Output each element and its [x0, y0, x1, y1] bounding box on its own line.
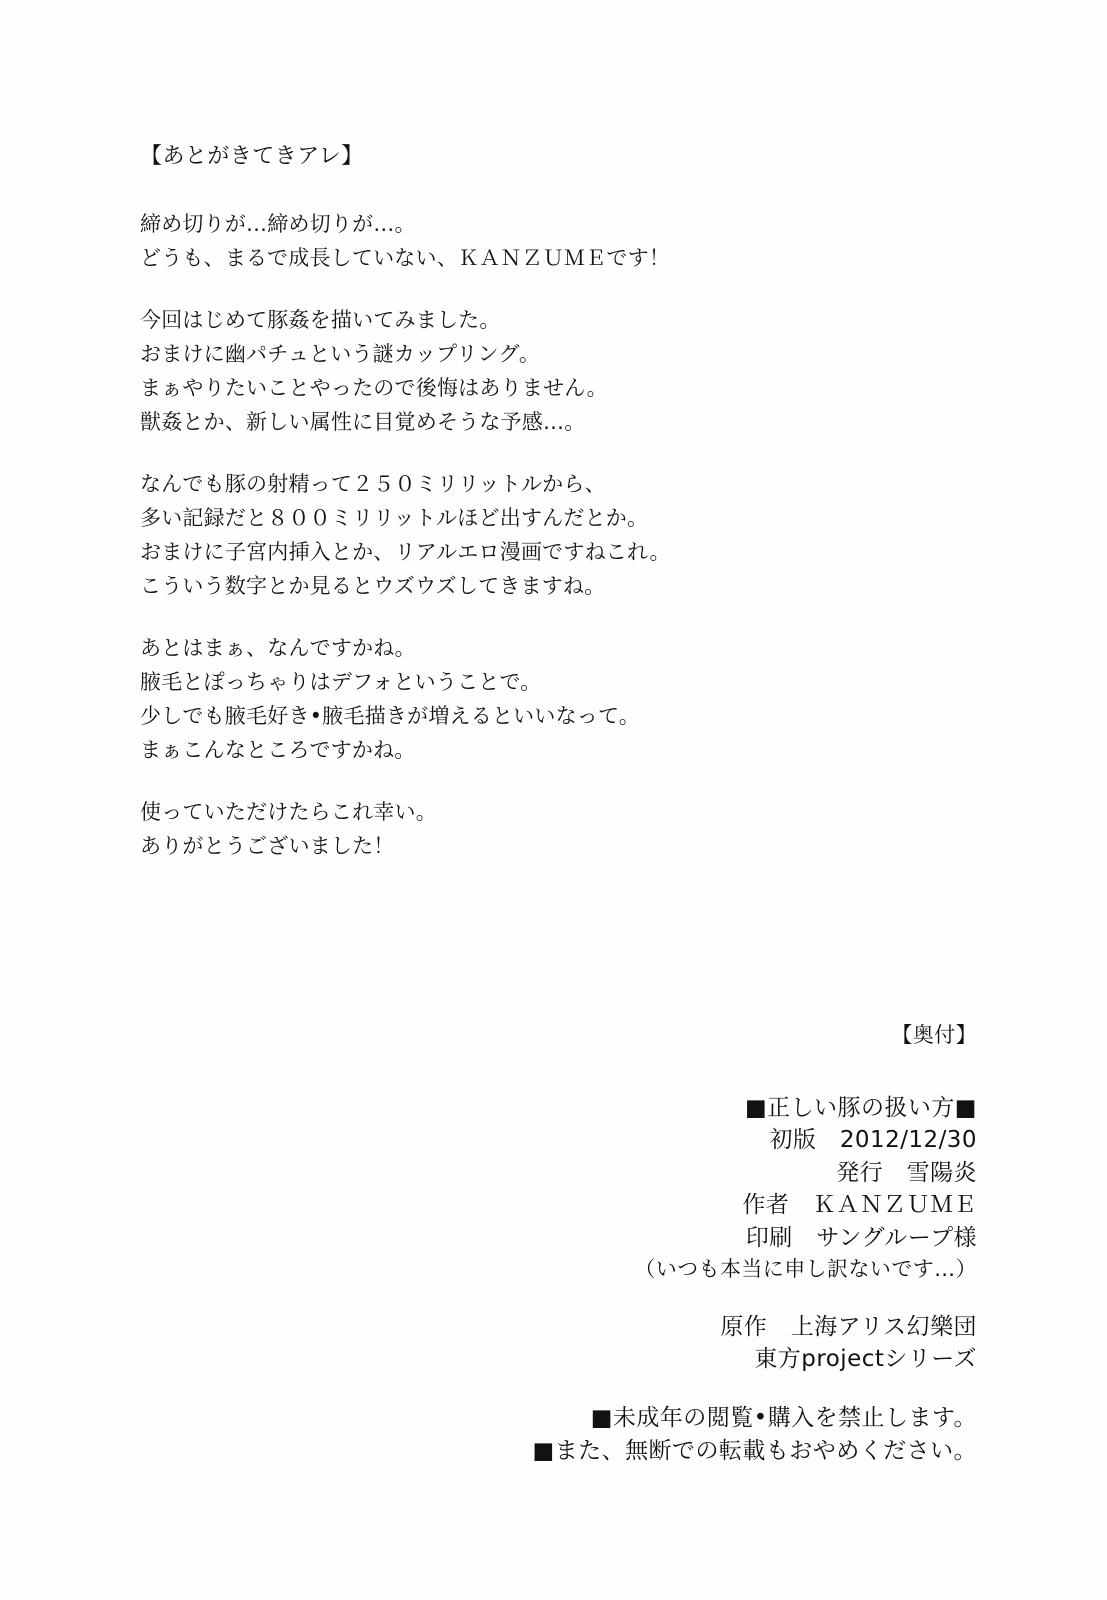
afterword-line: 獣姦とか、新しい属性に目覚めそうな予感…。	[140, 410, 586, 435]
afterword-line: まぁこんなところですかね。	[140, 738, 416, 763]
colophon-notices	[137, 1402, 977, 1467]
afterword-paragraph-4	[140, 631, 900, 767]
afterword-paragraph-3	[140, 467, 900, 603]
afterword-line: まぁやりたいことやったので後悔はありません。	[140, 376, 608, 401]
notice-minors: ■未成年の閲覧•購入を禁止します。	[590, 1404, 977, 1431]
printer-line: 印刷 サングループ様	[745, 1225, 977, 1252]
afterword-line: 今回はじめて豚姦を描いてみました。	[140, 308, 501, 333]
edition-line: 初版 2012/12/30	[769, 1127, 977, 1154]
afterword-section	[140, 140, 900, 863]
colophon-original	[137, 1311, 977, 1376]
colophon-section	[137, 1020, 977, 1467]
afterword-line: こういう数字とか見るとウズウズしてきますね。	[140, 574, 606, 599]
afterword-line: ありがとうございました！	[140, 834, 395, 859]
afterword-line: 締め切りが…締め切りが…。	[140, 212, 416, 236]
series-line: 東方projectシリーズ	[754, 1346, 977, 1373]
afterword-paragraph-5	[140, 795, 900, 863]
afterword-line: 腋毛とぽっちゃりはデフォということで。	[140, 670, 542, 695]
afterword-paragraph-2	[140, 303, 900, 439]
afterword-line: 少しでも腋毛好き•腋毛描きが増えるといいなって。	[140, 704, 641, 729]
afterword-title: 【あとがきてきアレ】	[140, 144, 364, 169]
printer-note: （いつも本当に申し訳ないです…）	[634, 1256, 977, 1281]
work-title: ■正しい豚の扱い方■	[744, 1094, 977, 1121]
afterword-line: 多い記録だと８００ミリリットルほど出すんだとか。	[140, 506, 649, 531]
afterword-line: あとはまぁ、なんですかね。	[140, 636, 416, 661]
notice-reproduction: ■また、無断での転載もおやめください。	[532, 1437, 977, 1464]
publisher-line: 発行 雪陽炎	[836, 1159, 977, 1186]
afterword-line: 使っていただけたらこれ幸い。	[140, 800, 437, 825]
original-work-line: 原作 上海アリス幻樂団	[720, 1313, 977, 1340]
afterword-paragraph-1	[140, 207, 900, 275]
colophon-credits	[137, 1092, 977, 1285]
colophon-title: 【奥付】	[891, 1023, 977, 1047]
afterword-line: おまけに幽パチュという謎カップリング。	[140, 342, 541, 367]
afterword-line: おまけに子宮内挿入とか、リアルエロ漫画ですねこれ。	[140, 540, 671, 565]
afterword-line: どうも、まるで成長していない、ＫＡＮＺＵＭＥです！	[140, 246, 671, 271]
afterword-line: なんでも豚の射精って２５０ミリリットルから、	[140, 472, 606, 497]
author-line: 作者 ＫＡＮＺＵＭＥ	[742, 1192, 977, 1219]
